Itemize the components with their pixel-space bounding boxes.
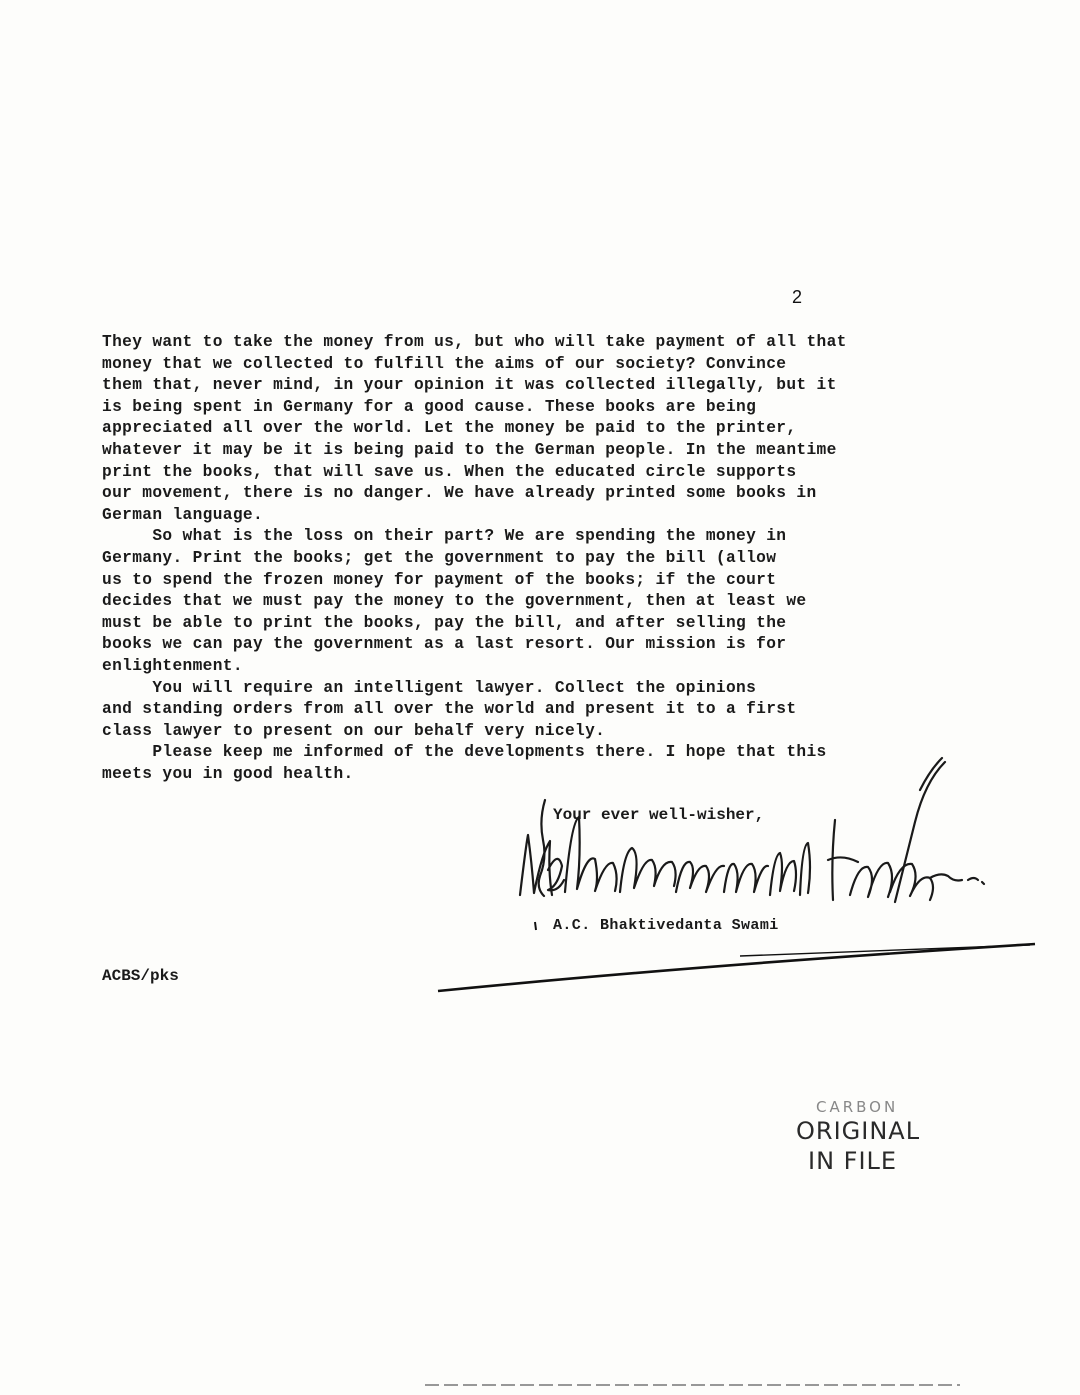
paragraph-1-line-3: them that, never mind, in your opinion it was collected illegally, but it: [102, 376, 837, 395]
paragraph-4-line-1: Please keep me informed of the developments there. I hope that this: [102, 743, 827, 762]
paragraph-2-line-4: decides that we must pay the money to the government, then at least we: [102, 592, 807, 611]
paragraph-1-line-1: They want to take the money from us, but who will take payment of all that: [102, 333, 847, 351]
paragraph-1-line-4: is being spent in Germany for a good cause. These books are being: [102, 397, 757, 416]
signatory-name: A.C. Bhaktivedanta Swami: [553, 917, 779, 934]
paragraph-1-line-2: money that we collected to fulfill the aims of our society? Convince: [102, 354, 787, 373]
signature-underline: [438, 944, 1035, 991]
paragraph-1-line-8: our movement, there is no danger. We have already printed some books in: [102, 484, 817, 503]
page-number: 2: [792, 287, 803, 307]
stamp-line-carbon: CARBON: [816, 1098, 899, 1116]
paragraph-2-line-5: must be able to print the books, pay the bill, and after selling the: [102, 613, 787, 632]
paragraph-3-line-2: and standing orders from all over the world and present it to a first: [102, 700, 797, 719]
paragraph-2-line-6: books we can pay the government as a last resort. Our mission is for: [102, 635, 787, 654]
paragraph-2-line-2: Germany. Print the books; get the government to pay the bill (allow: [102, 548, 777, 567]
paragraph-1-line-7: print the books, that will save us. When the educated circle supports: [102, 462, 797, 481]
paragraph-1-line-6: whatever it may be it is being paid to the German people. In the meantime: [102, 440, 837, 459]
tick-mark: [535, 922, 536, 930]
closing-salutation: Your ever well-wisher,: [553, 806, 765, 824]
paragraph-2-line-3: us to spend the frozen money for payment of the books; if the court: [102, 570, 777, 589]
reference-initials: ACBS/pks: [102, 967, 179, 985]
stamp-line-in-file: IN FILE: [808, 1147, 898, 1175]
stamp-line-original: ORIGINAL: [796, 1117, 921, 1145]
paragraph-2-line-7: enlightenment.: [102, 656, 243, 675]
original-in-file-stamp: [796, 1098, 946, 1176]
paragraph-1-line-9: German language.: [102, 505, 264, 524]
paragraph-1-line-5: appreciated all over the world. Let the money be paid to the printer,: [102, 419, 797, 438]
paragraph-4-line-2: meets you in good health.: [102, 764, 354, 783]
paragraph-2-line-1: So what is the loss on their part? We are spending the money in: [102, 527, 787, 546]
paragraph-3-line-3: class lawyer to present on our behalf very nicely.: [102, 721, 606, 740]
handwritten-signature-icon: [520, 758, 984, 902]
paragraph-3-line-1: You will require an intelligent lawyer. Collect the opinions: [102, 678, 757, 697]
